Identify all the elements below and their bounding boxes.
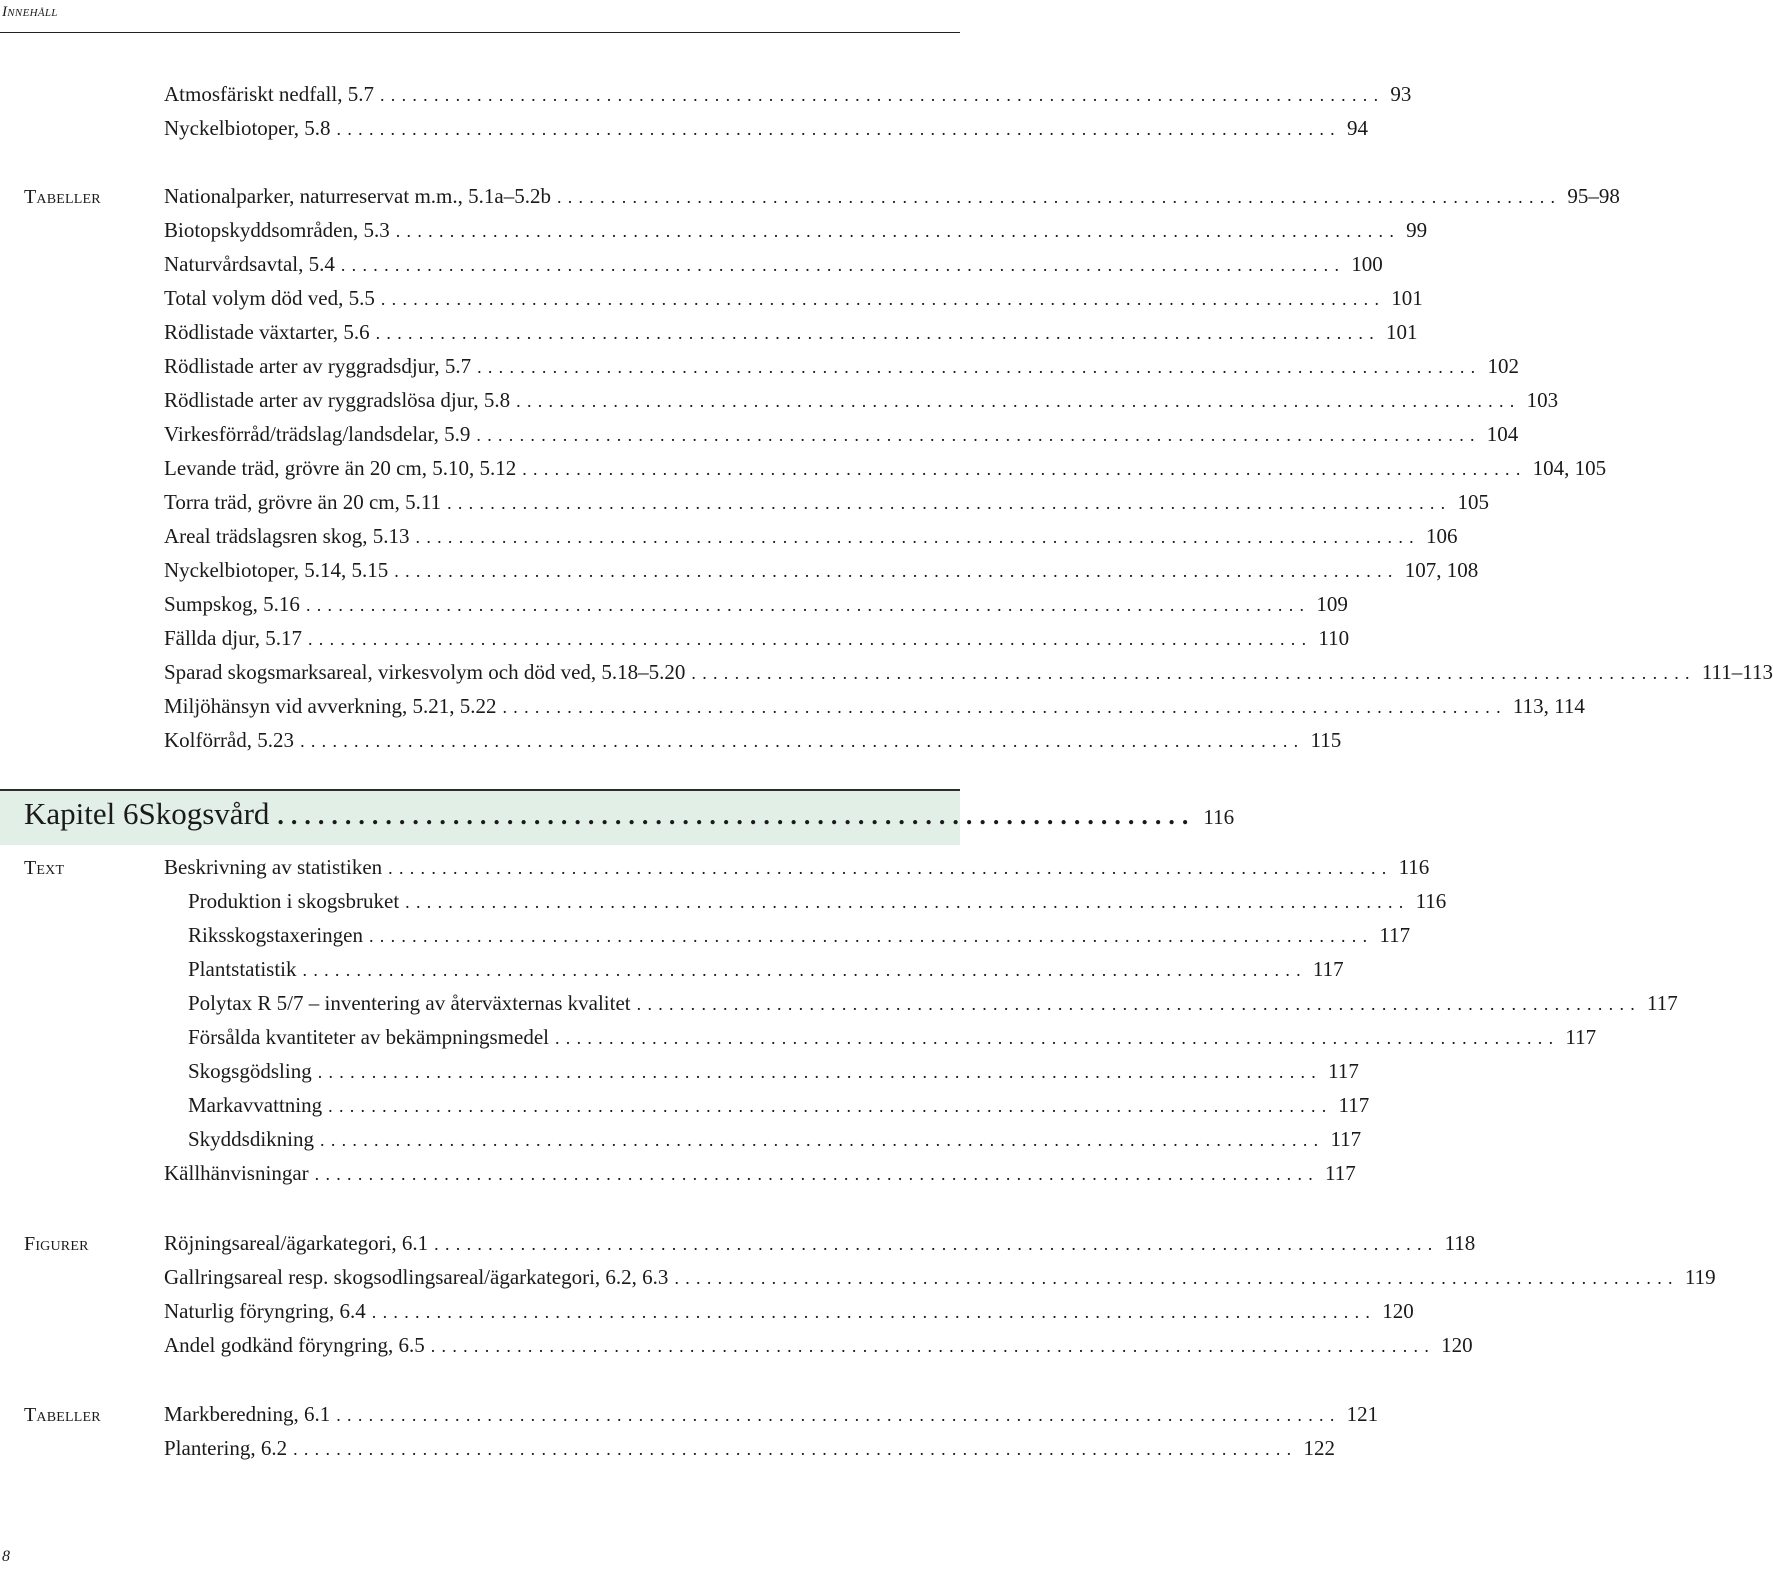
toc-entry-label: Polytax R 5/7 – inventering av återväxternas kvalitet — [188, 991, 631, 1015]
toc-entry-label: Torra träd, grövre än 20 cm, 5.11 — [164, 490, 442, 514]
dot-leader: ............................................................................................. — [300, 731, 1305, 751]
toc-entry-label: Kolförråd, 5.23 — [164, 728, 295, 752]
dot-leader: ............................................................................................. — [415, 527, 1420, 547]
toc-entry[interactable] — [164, 456, 1607, 486]
toc-entry-page: 95–98 — [1567, 184, 1620, 208]
dot-leader: ............................................................................................. — [320, 1130, 1325, 1150]
toc-entry-page: 111–113 — [1701, 660, 1773, 684]
toc-entry-page: 100 — [1351, 252, 1383, 276]
toc-entry-page: 117 — [1379, 923, 1411, 947]
dot-leader: ............................................................................................. — [556, 187, 1562, 207]
toc-subentry[interactable] — [188, 923, 1411, 953]
toc-entry-page: 119 — [1684, 1265, 1716, 1289]
toc-entry-label: Röjningsareal/ägarkategori, 6.1 — [164, 1231, 429, 1255]
section-label-text: Text — [24, 857, 65, 879]
toc-entry[interactable] — [164, 116, 1368, 146]
dot-leader: ............................................................................................. — [502, 697, 1507, 717]
toc-entry-page: 118 — [1444, 1231, 1476, 1255]
dot-leader: ............................................................................................. — [430, 1336, 1436, 1356]
dot-leader: ............................................................................................. — [522, 459, 1527, 479]
toc-entry[interactable] — [164, 82, 1412, 112]
chapter-title: Skogsvård — [138, 796, 270, 831]
toc-entry-page: 105 — [1457, 490, 1489, 514]
toc-entry-label: Skyddsdikning — [188, 1127, 315, 1151]
dot-leader: ............................................................................................. — [636, 994, 1642, 1014]
toc-entry[interactable] — [164, 1231, 1476, 1261]
dot-leader: ............................................................................................. — [394, 561, 1399, 581]
toc-entry-label: Sumpskog, 5.16 — [164, 592, 300, 616]
toc-entry-page: 102 — [1487, 354, 1519, 378]
dot-leader: ............................................................................................. — [395, 221, 1401, 241]
toc-entry-page: 116 — [1398, 855, 1430, 879]
toc-entry-page: 121 — [1346, 1402, 1379, 1426]
toc-entry-label: Biotopskyddsområden, 5.3 — [164, 218, 390, 242]
toc-entry[interactable] — [164, 218, 1428, 248]
dot-leader: ............................................................................................. — [380, 289, 1386, 309]
toc-entry[interactable] — [164, 855, 1430, 885]
toc-entry-page: 116 — [1415, 889, 1447, 913]
dot-leader: ............................................................................................. — [336, 119, 1341, 139]
toc-subentry[interactable] — [188, 1059, 1359, 1089]
toc-entry-label: Beskrivning av statistiken — [164, 855, 383, 879]
toc-entry-label: Källhänvisningar — [164, 1161, 309, 1185]
toc-subentry[interactable] — [188, 957, 1344, 987]
toc-entry-label: Nyckelbiotoper, 5.14, 5.15 — [164, 558, 389, 582]
toc-entry-label: Markberedning, 6.1 — [164, 1402, 331, 1426]
toc-entry-page: 110 — [1318, 626, 1350, 650]
toc-entry[interactable] — [164, 694, 1585, 724]
toc-entry[interactable] — [164, 490, 1489, 520]
toc-subentry[interactable] — [188, 889, 1447, 919]
toc-subentry[interactable] — [188, 1025, 1597, 1055]
toc-entry-page: 120 — [1382, 1299, 1414, 1323]
toc-entry-label: Total volym död ved, 5.5 — [164, 286, 375, 310]
toc-entry[interactable] — [164, 320, 1418, 350]
dot-leader: ............................................................................................. — [336, 1405, 1341, 1425]
toc-entry[interactable] — [164, 1265, 1716, 1295]
dot-leader: ............................................................................................. — [314, 1164, 1320, 1184]
dot-leader: ............................................................................................. — [388, 858, 1393, 878]
toc-entry[interactable] — [164, 388, 1559, 418]
toc-entry-page: 107, 108 — [1404, 558, 1479, 582]
toc-entry-page: 104 — [1486, 422, 1519, 446]
toc-entry-page: 109 — [1316, 592, 1348, 616]
toc-entry[interactable] — [164, 354, 1519, 384]
running-header — [0, 0, 960, 33]
dot-leader: ............................................................................................. — [293, 1439, 1298, 1459]
toc-entry-page: 99 — [1406, 218, 1428, 242]
toc-entry[interactable] — [164, 252, 1383, 282]
page-number: 8 — [2, 1548, 10, 1565]
toc-entry-label: Nyckelbiotoper, 5.8 — [164, 116, 331, 140]
toc-entry[interactable] — [164, 524, 1458, 554]
toc-entry[interactable] — [164, 1333, 1473, 1363]
toc-entry-label: Försålda kvantiteter av bekämpningsmedel — [188, 1025, 549, 1049]
toc-entry[interactable] — [164, 1161, 1356, 1191]
toc-entry-page: 103 — [1526, 388, 1559, 412]
toc-entry-page: 117 — [1330, 1127, 1362, 1151]
dot-leader: .................................................................... — [277, 801, 1196, 830]
toc-entry[interactable] — [164, 1402, 1379, 1432]
toc-entry-label: Plantstatistik — [188, 957, 297, 981]
dot-leader: ............................................................................................. — [317, 1062, 1323, 1082]
toc-entry-page: 101 — [1391, 286, 1423, 310]
toc-entry-label: Rödlistade arter av ryggradslösa djur, 5.8 — [164, 388, 511, 412]
dot-leader: ............................................................................................. — [691, 663, 1696, 683]
dot-leader: ............................................................................................. — [307, 629, 1313, 649]
chapter-page: 116 — [1203, 805, 1235, 829]
dot-leader: ............................................................................................. — [379, 85, 1385, 105]
toc-entry[interactable] — [164, 592, 1348, 622]
toc-entry-page: 115 — [1310, 728, 1342, 752]
toc-entry-label: Sparad skogsmarksareal, virkesvolym och död ved, 5.18–5.20 — [164, 660, 686, 684]
toc-subentry[interactable] — [188, 991, 1678, 1021]
toc-entry-label: Skogsgödsling — [188, 1059, 312, 1083]
toc-entry-page: 122 — [1303, 1436, 1335, 1460]
dot-leader: ............................................................................................. — [554, 1028, 1560, 1048]
toc-entry-page: 94 — [1346, 116, 1368, 140]
toc-entry-page: 113, 114 — [1512, 694, 1585, 718]
toc-entry-page: 101 — [1386, 320, 1418, 344]
dot-leader: ............................................................................................. — [375, 323, 1381, 343]
toc-entry-label: Riksskogstaxeringen — [188, 923, 363, 947]
toc-entry-page: 104, 105 — [1532, 456, 1607, 480]
toc-entry-page: 106 — [1425, 524, 1458, 548]
toc-entry[interactable] — [164, 1299, 1414, 1329]
toc-entry-label: Atmosfäriskt nedfall, 5.7 — [164, 82, 374, 106]
toc-entry-page: 117 — [1647, 991, 1678, 1015]
chapter-heading[interactable] — [24, 796, 1235, 836]
dot-leader: ............................................................................................. — [447, 493, 1452, 513]
dot-leader: ............................................................................................. — [434, 1234, 1439, 1254]
toc-entry-label: Rödlistade arter av ryggradsdjur, 5.7 — [164, 354, 472, 378]
toc-entry-label: Gallringsareal resp. skogsodlingsareal/ägarkategori, 6.2, 6.3 — [164, 1265, 669, 1289]
toc-entry[interactable] — [164, 184, 1620, 214]
toc-entry[interactable] — [164, 286, 1423, 316]
toc-entry-label: Nationalparker, naturreservat m.m., 5.1a–5.2b — [164, 184, 551, 208]
toc-entry[interactable] — [164, 422, 1519, 452]
toc-entry-label: Levande träd, grövre än 20 cm, 5.10, 5.12 — [164, 456, 517, 480]
toc-entry-label: Andel godkänd föryngring, 6.5 — [164, 1333, 425, 1357]
dot-leader: ............................................................................................. — [405, 892, 1410, 912]
toc-entry-page: 117 — [1565, 1025, 1597, 1049]
dot-leader: ............................................................................................. — [340, 255, 1346, 275]
toc-entry-label: Markavvattning — [188, 1093, 323, 1117]
toc-entry[interactable] — [164, 728, 1342, 758]
toc-entry-page: 117 — [1328, 1059, 1359, 1083]
dot-leader: ............................................................................................. — [305, 595, 1311, 615]
toc-entry-label: Areal trädslagsren skog, 5.13 — [164, 524, 410, 548]
toc-entry-label: Miljöhänsyn vid avverkning, 5.21, 5.22 — [164, 694, 497, 718]
toc-entry[interactable] — [164, 626, 1350, 656]
toc-entry-label: Plantering, 6.2 — [164, 1436, 288, 1460]
toc-entry-label: Produktion i skogsbruket — [188, 889, 400, 913]
toc-entry[interactable] — [164, 1436, 1335, 1466]
toc-entry[interactable] — [164, 558, 1479, 588]
dot-leader: ............................................................................................. — [328, 1096, 1333, 1116]
dot-leader: ............................................................................................. — [302, 960, 1307, 980]
toc-entry[interactable] — [164, 660, 1773, 690]
section-label-tables: Tabeller — [24, 186, 101, 208]
toc-subentry[interactable] — [188, 1093, 1370, 1123]
toc-entry-page: 120 — [1441, 1333, 1473, 1357]
chapter-number: Kapitel 6 — [24, 796, 139, 831]
toc-entry-page: 117 — [1338, 1093, 1370, 1117]
toc-entry-label: Rödlistade växtarter, 5.6 — [164, 320, 370, 344]
dot-leader: ............................................................................................. — [476, 425, 1481, 445]
dot-leader: ............................................................................................. — [368, 926, 1374, 946]
dot-leader: ............................................................................................. — [674, 1268, 1679, 1288]
dot-leader: ............................................................................................. — [477, 357, 1482, 377]
toc-subentry[interactable] — [188, 1127, 1362, 1157]
toc-entry-page: 93 — [1390, 82, 1412, 106]
toc-entry-label: Virkesförråd/trädslag/landsdelar, 5.9 — [164, 422, 471, 446]
section-label-figures: Figurer — [24, 1233, 89, 1255]
dot-leader: ............................................................................................. — [371, 1302, 1377, 1322]
dot-leader: ............................................................................................. — [516, 391, 1521, 411]
toc-entry-label: Naturlig föryngring, 6.4 — [164, 1299, 366, 1323]
toc-entry-page: 117 — [1312, 957, 1344, 981]
toc-entry-label: Fällda djur, 5.17 — [164, 626, 302, 650]
toc-entry-label: Naturvårdsavtal, 5.4 — [164, 252, 335, 276]
toc-entry-page: 117 — [1325, 1161, 1356, 1185]
header-title: Innehåll — [2, 4, 58, 20]
section-label-tables: Tabeller — [24, 1404, 101, 1426]
